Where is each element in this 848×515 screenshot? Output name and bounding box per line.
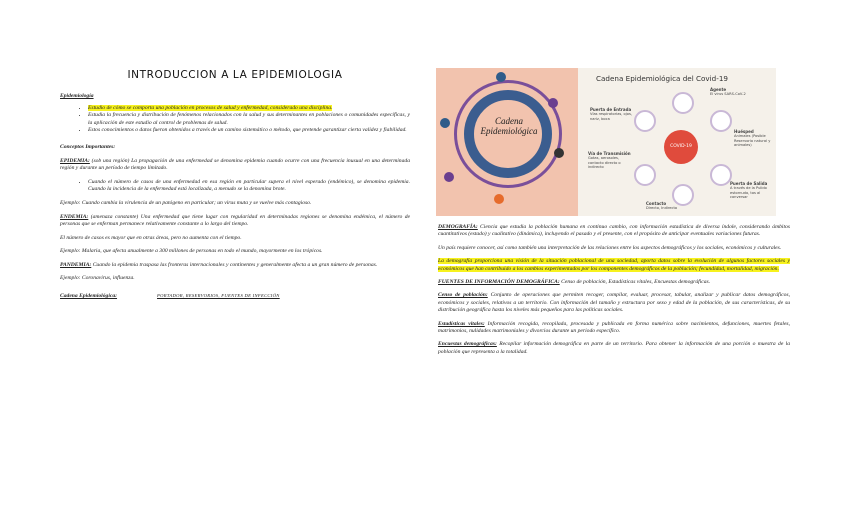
ejemplo-epidemia: Ejemplo: Cuando cambia la virulencia de un patógeno en particular; un virus muta y se vuelve más contagioso.: [60, 200, 312, 207]
huesped-node: [710, 110, 732, 132]
fuentes-paragraph: FUENTES DE INFORMACIÓN DEMOGRÁFICA: Censo de población, Estadísticas vitales, Encuestas demográficas.: [438, 279, 711, 286]
epidemia-list: [60, 179, 410, 194]
lungs-icon: [440, 118, 450, 128]
crowd-icon: [444, 172, 454, 182]
covid-chain-diagram: [586, 68, 776, 216]
virus-icon: [496, 72, 506, 82]
demografia-paragraph: DEMOGRAFÍA: Ciencia que estudia la población humana en continuo cambio, con información estadística de diversa índole, considerando ámbitos cuantitativos (estado) y cualitativo (dinámica), incluyendo el pasado y el presente, con el propósito de anticipar eventuales variaciones futuras.: [438, 224, 790, 238]
encuestas-paragraph: Encuestas demográficas: Recopilar información demográfica en parte de un territorio. Para obtener la información de una porción o muestra de la población que representa a la totalidad.: [438, 341, 790, 355]
contact-icon: [494, 194, 504, 204]
entrada-label: Puerta de Entrada Vías respiratorias, ojos, nariz, boca: [590, 107, 632, 121]
cadena-title: Cadena Epidemiológica: [480, 116, 538, 136]
agente-node: [672, 92, 694, 114]
cadena-epidemiologica-figure: [436, 68, 776, 216]
cadena-line: Cadena Epidemiológica: PORTADOR, RESERVORIOS, FUENTES DE INFECCIÓN: [60, 293, 280, 300]
left-column: [60, 70, 410, 301]
estadisticas-paragraph: Estadísticas vitales: Información recogida, recopilada, procesada y publicada en forma numérica sobre nacimientos, defunciones, muertes fetales, matrimonios, nulidades matrimoniales y divorcios durante un periodo específico.: [438, 320, 791, 335]
demografia-highlight: La demografía proporciona una visión de la situación poblacional de una sociedad, aporta datos sobre la evolución de algunos factores sociales y económicos que han contribuido a los cambios experimentados por los componentes demográficos de la población; fecundidad, mortalidad, migración.: [438, 258, 790, 272]
ejemplo-endemia: Ejemplo: Malaria, que afecta anualmente a 300 millones de personas en todo el mundo, mayormente en los trópicos.: [60, 248, 323, 255]
right-column: [438, 224, 790, 362]
list-item: • Estudio de cómo se comporta una población en procesos de salud y enfermedad, considerado una disciplina.: [88, 105, 410, 112]
censo-paragraph: Censo de población: Conjunto de operaciones que permiten recoger, compilar, evaluar, procesar, tabular, analizar y publicar datos demográficos, económicos y sociales, relativos a un territorio. Con información del tamaño y estructura por sexo y edad de la población, de sus características, de su distribución geográfica hasta los niveles más pequeños para las políticas sociales.: [438, 292, 790, 314]
agente-label: Agente El virus SARS-CoV-2: [710, 87, 746, 97]
endemia-note: El número de casos es mayor que en otras áreas, pero no aumenta con el tiempo.: [60, 234, 242, 241]
salida-label: Puerta de Salida A través de la Pulido estornudo, tos al conversar: [730, 181, 768, 200]
huesped-label: Huésped Animales (Posible Reservorio natural y animales): [734, 129, 771, 148]
epidemia-paragraph: EPIDEMIA: (sob una región) La propagación de una enfermedad se denomina epidemia cuando ocurre con una frecuencia inusual en una determinada región y durante un período de tiempo limitado.: [60, 157, 410, 172]
person-icon: [548, 98, 558, 108]
demografia-paragraph-2: Un país requiere conocer, así como también una interpretación de las relaciones entre los aspectos demográficos y los sociales, económicos y culturales.: [438, 244, 782, 251]
transmision-label: Vía de Transmisión Gotas, aerosoles, contacto directo o indirecto: [588, 151, 631, 170]
cadena-circle-diagram: [436, 68, 578, 216]
contacto-label: Contacto Directo, Indirecto: [646, 201, 678, 211]
salida-node: [710, 164, 732, 186]
ejemplo-pandemia: Ejemplo: Coronavirus, influenza.: [60, 274, 135, 281]
covid-hub: COVID-19: [664, 130, 698, 164]
list-item: • Estos conocimientos o datos fueron obtenidos a través de un camino sistemático o método, que pretende garantizar cierta validez y fiabilidad.: [88, 127, 410, 134]
epidemiologia-list: [60, 105, 410, 135]
entrada-node: [634, 110, 656, 132]
list-item: • Cuando el número de casos de una enfermedad en esa región en particular supera el nivel esperado (endémico), se denomina epidemia. Cuando la incidencia de la enfermedad está localizada, a menudo se la denomina brote.: [88, 179, 410, 194]
cough-icon: [554, 148, 564, 158]
document-title: INTRODUCCION A LA EPIDEMIOLOGIA: [127, 69, 343, 81]
concepts-heading: Conceptos Importantes:: [60, 144, 116, 151]
epidemiologia-heading: Epidemiología: [60, 93, 94, 100]
endemia-paragraph: ENDEMIA: (amenaza constante) Una enfermedad que tiene lugar con regularidad en determinadas regiones se denomina endémica, el número de personas que se enferman permanece relativamente constante a lo largo del tiempo.: [60, 213, 410, 228]
pandemia-paragraph: PANDEMIA: Cuando la epidemia traspasa las fronteras internacionales y continentes y generalmente afecta a un gran número de personas.: [60, 261, 378, 268]
transmision-node: [634, 164, 656, 186]
list-item: • Estudia la frecuencia y distribución de fenómenos relacionados con la salud y sus determinantes en poblaciones o comunidades específicas, y la aplicación de este estudio al control de problemas de salud.: [88, 112, 410, 127]
covid-chain-title: Cadena Epidemiológica del Covid-19: [596, 74, 728, 83]
